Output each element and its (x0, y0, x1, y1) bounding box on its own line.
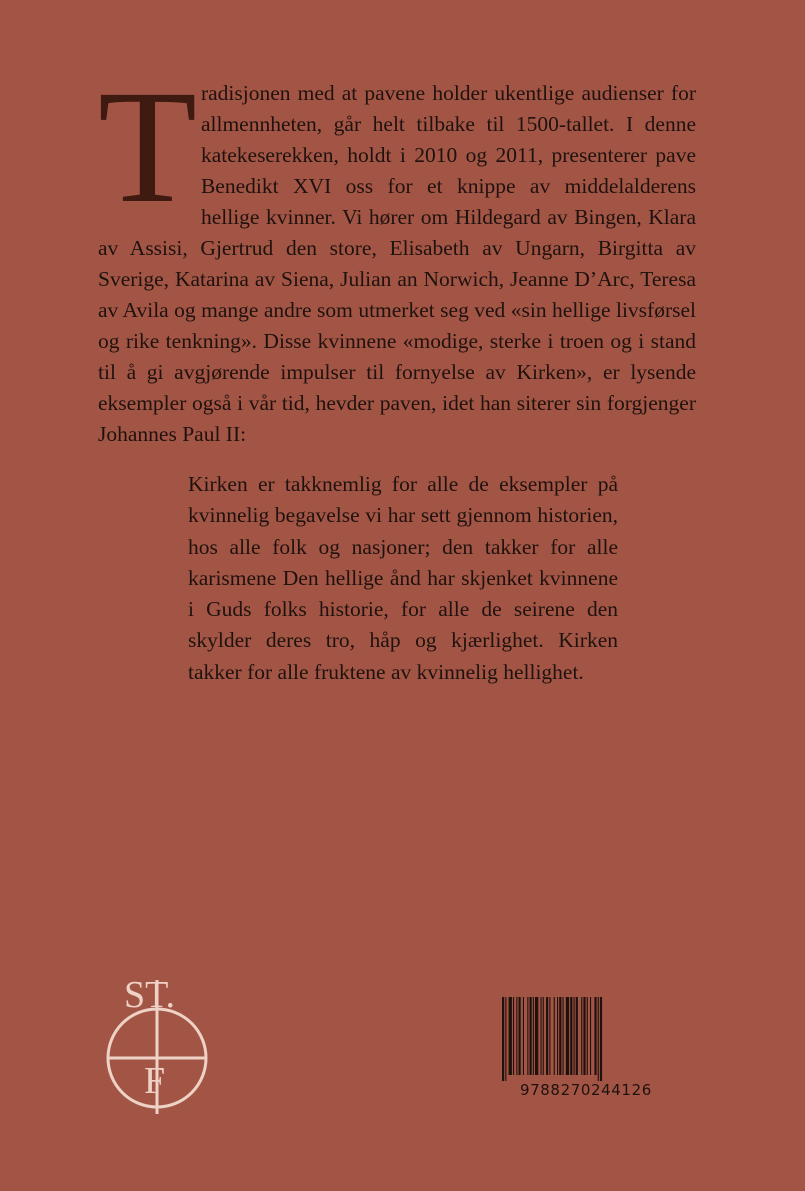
barcode-bar (533, 997, 534, 1075)
barcode-bar (581, 997, 582, 1075)
barcode-bar (563, 997, 564, 1075)
barcode-bar (535, 997, 538, 1075)
barcode-bar (574, 997, 575, 1075)
isbn-number: 9788270244126 (520, 1081, 652, 1099)
barcode-bar (519, 997, 521, 1075)
barcode-bar (549, 997, 550, 1075)
barcode-bar (557, 997, 558, 1075)
logo-top-text: ST. (124, 974, 176, 1016)
logo-bottom-text: F (144, 1060, 166, 1102)
barcode-bar (594, 997, 596, 1075)
barcode-bar (590, 997, 591, 1075)
barcode-bar (505, 997, 506, 1081)
barcode-bar (559, 997, 561, 1075)
block-quote: Kirken er takknemlig for alle de eksempler på kvinnelig begavelse vi har sett gjennom historien, hos alle folk og nasjoner; den takker for alle karismene Den hellige ånd har skjenket kvinnene i Guds folks historie, for alle de seirene den skylder deres tro, håp og kjærlighet. Kirken takker for alle fruktene av kvinnelig hellighet. (188, 472, 618, 684)
barcode-bar (570, 997, 572, 1075)
barcode-bar (583, 997, 585, 1075)
barcode-bar (523, 997, 524, 1075)
barcode-bar (513, 997, 514, 1075)
barcode-bar (530, 997, 532, 1075)
barcode-bar (554, 997, 555, 1075)
barcode-bar (566, 997, 569, 1075)
intro-paragraph (98, 58, 696, 450)
barcode-bar (546, 997, 548, 1075)
barcode-bar (576, 997, 578, 1075)
barcode-bar (527, 997, 528, 1075)
barcode (500, 997, 670, 1081)
barcode-bar (598, 997, 599, 1081)
barcode-bar (543, 997, 544, 1075)
barcode-bar (516, 997, 517, 1075)
barcode-bar (587, 997, 588, 1075)
drop-cap: T (98, 58, 197, 237)
barcode-bar (600, 997, 602, 1081)
barcode-bar (502, 997, 504, 1081)
publisher-logo (104, 976, 210, 1116)
barcode-bar (509, 997, 512, 1075)
intro-text: radisjonen med at pavene holder ukentlige audienser for allmennheten, går helt tilbake til 1500-tallet. I denne katekeserekken, holdt i 2010 og 2011, presenterer pave Benedikt XVI oss for et knippe av middelalderens hellige kvinner. Vi hører om Hildegard av Bingen, Klara av Assisi, Gjertrud den store, Elisabeth av Ungarn, Birgitta av Sverige, Katarina av Siena, Julian an Norwich, Jeanne D’Arc, Teresa av Avila og mange andre som utmerket seg ved «sin hellige livsførsel og rike tenkning». Disse kvinnene «modige, sterke i troen og i stand til å gi avgjørende impulser til fornyelse av Kirken», er lysende eksempler også i vår tid, hevder paven, idet han siterer sin forgjenger Johannes Paul II: (98, 81, 696, 446)
barcode-bar (541, 997, 542, 1075)
